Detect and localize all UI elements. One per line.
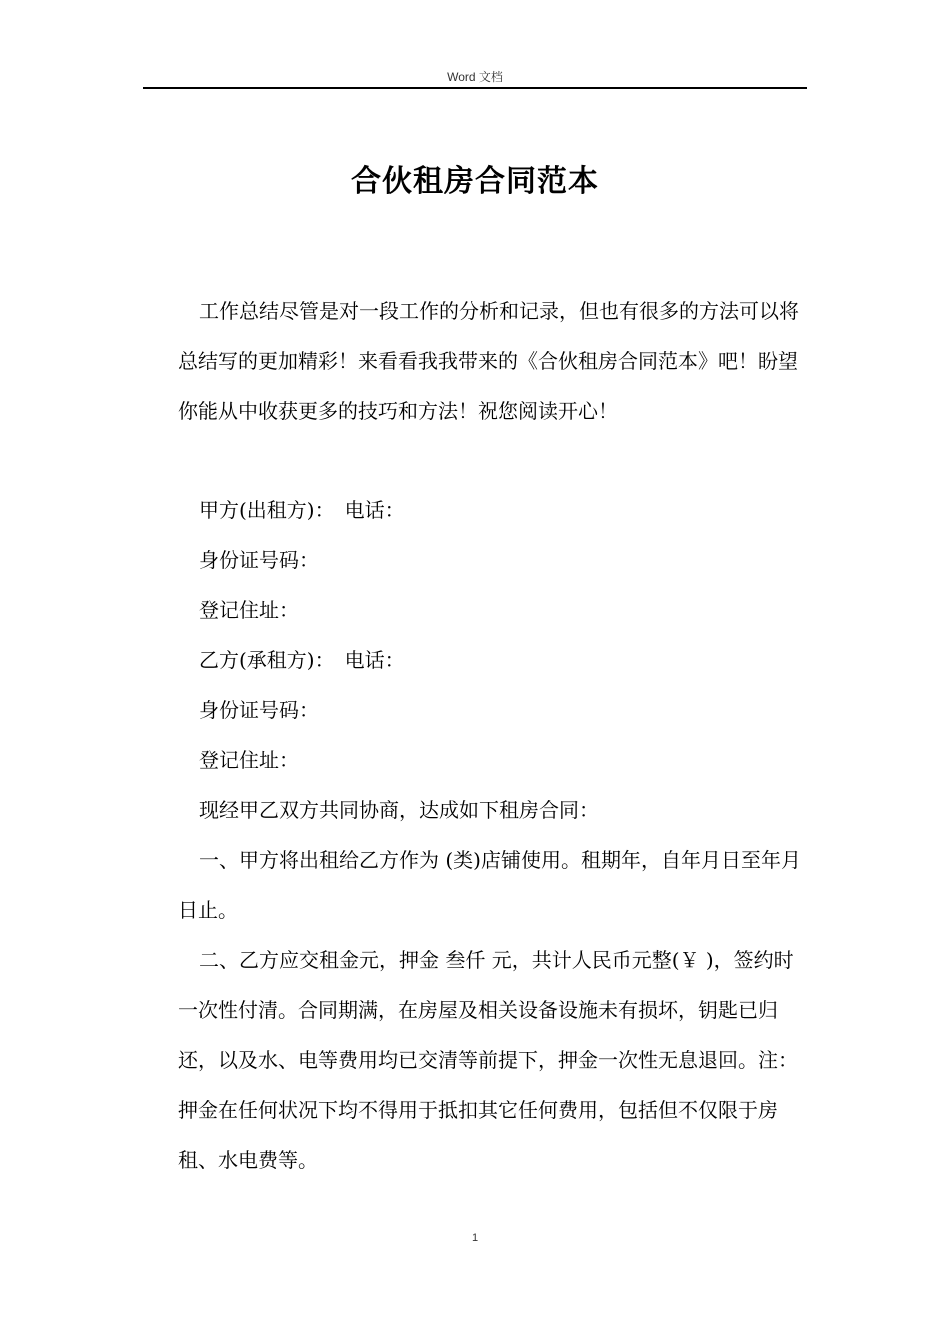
party-b-id-line: 身份证号码： (199, 698, 319, 722)
party-a-address-line: 登记住址： (199, 598, 299, 622)
party-b-address-line: 登记住址： (199, 748, 299, 772)
page-header-label: Word 文档 (447, 70, 503, 84)
header-divider (143, 87, 807, 89)
agreement-intro: 现经甲乙双方共同协商，达成如下租房合同： (199, 798, 599, 822)
party-a-id-line: 身份证号码： (199, 548, 319, 572)
clause-1: 一、甲方将出租给乙方作为 (类)店铺使用。租期年，自年月日至年月日止。 (178, 848, 801, 922)
party-a-line: 甲方(出租方)： 电话： (199, 498, 405, 522)
document-title: 合伙租房合同范本 (351, 164, 599, 199)
page-number: 1 (471, 1232, 479, 1244)
contract-body (178, 485, 808, 1185)
intro-section (178, 286, 808, 436)
party-b-line: 乙方(承租方)： 电话： (199, 648, 405, 672)
intro-paragraph: 工作总结尽管是对一段工作的分析和记录，但也有很多的方法可以将总结写的更加精彩！来看看我我带来的《合伙租房合同范本》吧！盼望你能从中收获更多的技巧和方法！祝您阅读开心！ (178, 299, 799, 423)
clause-2: 二、乙方应交租金元，押金 叁仟 元，共计人民币元整(￥ )，签约时一次性付清。合同期满，在房屋及相关设备设施未有损坏，钥匙已归还，以及水、电等费用均已交清等前提下，押金一次性无息退回。注：押金在任何状况下均不得用于抵扣其它任何费用，包括但不仅限于房租、水电费等。 (178, 948, 798, 1172)
